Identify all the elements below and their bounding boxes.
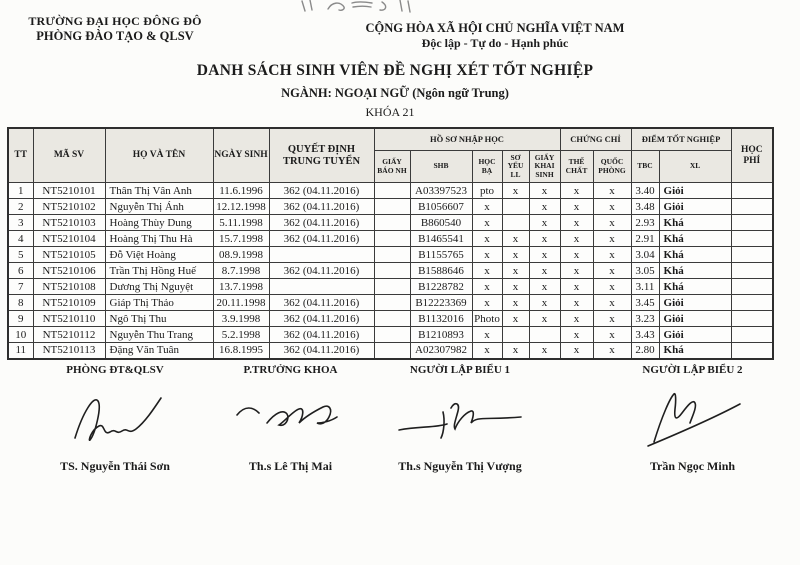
signature-title: P.TRƯỞNG KHOA: [243, 364, 338, 376]
page-title: DANH SÁCH SINH VIÊN ĐỀ NGHỊ XÉT TỐT NGHIỆP: [196, 62, 594, 79]
cell-ho-ten: Trần Thị Hồng Huế: [105, 263, 213, 279]
signature-ink-minh-icon: [640, 388, 745, 448]
col-header-the-chat: THỂ CHẤT: [560, 151, 593, 183]
cell-quoc-phong: x: [593, 295, 631, 311]
cell-tbc: 3.23: [631, 311, 659, 327]
cell-hoc-phi: [731, 247, 773, 263]
cell-ngay-sinh: 8.7.1998: [213, 263, 269, 279]
table-row: [8, 327, 773, 343]
cell-so-yeu: x: [502, 231, 529, 247]
cell-ma-sv: NT5210112: [33, 327, 105, 343]
col-header-hoc-phi: HỌC PHÍ: [731, 128, 773, 183]
table-row: [8, 343, 773, 359]
cell-shb: B12223369: [410, 295, 472, 311]
col-header-giay-khai-sinh: GIẤY KHAI SINH: [529, 151, 560, 183]
table-row: [8, 183, 773, 199]
national-title: CỘNG HÒA XÃ HỘI CHỦ NGHĨA VIỆT NAM: [365, 21, 625, 35]
cell-ngay-sinh: 08.9.1998: [213, 247, 269, 263]
cell-the-chat: x: [560, 247, 593, 263]
student-table-body: [8, 183, 773, 359]
cell-ngay-sinh: 16.8.1995: [213, 343, 269, 359]
col-header-giay-bao-nh: GIẤY BÁO NH: [374, 151, 410, 183]
cell-the-chat: x: [560, 311, 593, 327]
cell-hoc-ba: x: [472, 295, 502, 311]
cell-ho-ten: Nguyễn Thu Trang: [105, 327, 213, 343]
cell-giay-bao: [374, 247, 410, 263]
cell-tt: 7: [8, 279, 33, 295]
cell-shb: B1056607: [410, 199, 472, 215]
cell-hoc-phi: [731, 199, 773, 215]
cell-ho-ten: Dương Thị Nguyệt: [105, 279, 213, 295]
cell-shb: B1465541: [410, 231, 472, 247]
cell-ma-sv: NT5210109: [33, 295, 105, 311]
cell-so-yeu: x: [502, 343, 529, 359]
cell-tbc: 3.48: [631, 199, 659, 215]
cell-so-yeu: [502, 327, 529, 343]
cell-giay-bao: [374, 311, 410, 327]
col-header-tbc: TBC: [631, 151, 659, 183]
cell-hoc-ba: x: [472, 215, 502, 231]
cell-ma-sv: NT5210102: [33, 199, 105, 215]
cell-quyet-dinh: 362 (04.11.2016): [269, 231, 374, 247]
cell-ngay-sinh: 11.6.1996: [213, 183, 269, 199]
cell-shb: A02307982: [410, 343, 472, 359]
cell-hoc-ba: x: [472, 231, 502, 247]
table-row: [8, 295, 773, 311]
cell-tbc: 3.11: [631, 279, 659, 295]
cell-quyet-dinh: 362 (04.11.2016): [269, 311, 374, 327]
cell-the-chat: x: [560, 295, 593, 311]
cell-khai-sinh: x: [529, 199, 560, 215]
cell-khai-sinh: x: [529, 295, 560, 311]
cell-hoc-ba: pto: [472, 183, 502, 199]
group-header-ho-so-nhap-hoc: HỒ SƠ NHẬP HỌC: [374, 128, 560, 151]
cell-hoc-phi: [731, 231, 773, 247]
cell-xl: Khá: [659, 279, 731, 295]
cell-the-chat: x: [560, 199, 593, 215]
cell-quyet-dinh: 362 (04.11.2016): [269, 183, 374, 199]
cell-quoc-phong: x: [593, 183, 631, 199]
cell-tbc: 2.93: [631, 215, 659, 231]
table-row: [8, 199, 773, 215]
cell-quoc-phong: x: [593, 215, 631, 231]
cell-quyet-dinh: 362 (04.11.2016): [269, 215, 374, 231]
cell-ma-sv: NT5210113: [33, 343, 105, 359]
cell-ngay-sinh: 13.7.1998: [213, 279, 269, 295]
cell-hoc-ba: x: [472, 247, 502, 263]
signature-drawing: [65, 376, 165, 459]
cell-ma-sv: NT5210108: [33, 279, 105, 295]
cell-tbc: 3.40: [631, 183, 659, 199]
cell-so-yeu: x: [502, 263, 529, 279]
cell-ngay-sinh: 12.12.1998: [213, 199, 269, 215]
cell-tbc: 3.45: [631, 295, 659, 311]
cell-so-yeu: x: [502, 311, 529, 327]
cell-tbc: 2.80: [631, 343, 659, 359]
cell-so-yeu: [502, 199, 529, 215]
cell-shb: B1155765: [410, 247, 472, 263]
national-motto: Độc lập - Tự do - Hạnh phúc: [421, 36, 569, 51]
cell-hoc-phi: [731, 327, 773, 343]
cell-hoc-ba: x: [472, 263, 502, 279]
issuing-org-block: [20, 14, 210, 45]
cell-quoc-phong: x: [593, 327, 631, 343]
cell-ma-sv: NT5210105: [33, 247, 105, 263]
cell-tbc: 3.43: [631, 327, 659, 343]
cell-quyet-dinh: 362 (04.11.2016): [269, 327, 374, 343]
cell-giay-bao: [374, 263, 410, 279]
signature-drawing: [640, 376, 745, 459]
table-row: [8, 231, 773, 247]
cohort-label: KHÓA 21: [365, 105, 415, 119]
cell-shb: B860540: [410, 215, 472, 231]
cell-the-chat: x: [560, 231, 593, 247]
signer-name: TS. Nguyễn Thái Sơn: [60, 459, 170, 473]
cell-ho-ten: Hoàng Thị Thu Hà: [105, 231, 213, 247]
cell-tt: 4: [8, 231, 33, 247]
group-header-chung-chi: CHỨNG CHỈ: [560, 128, 631, 151]
cell-shb: B1132016: [410, 311, 472, 327]
cell-the-chat: x: [560, 263, 593, 279]
cell-the-chat: x: [560, 215, 593, 231]
org-department: PHÒNG ĐÀO TẠO & QLSV: [36, 29, 194, 43]
cell-ho-ten: Đỗ Việt Hoàng: [105, 247, 213, 263]
cell-quyet-dinh: [269, 247, 374, 263]
cell-hoc-ba: Photo: [472, 311, 502, 327]
signature-ink-mai-icon: [233, 397, 348, 439]
signature-title: NGƯỜI LẬP BIỂU 1: [409, 364, 511, 376]
cell-quoc-phong: x: [593, 263, 631, 279]
cell-khai-sinh: x: [529, 247, 560, 263]
cell-khai-sinh: x: [529, 343, 560, 359]
table-row: [8, 215, 773, 231]
cell-tt: 2: [8, 199, 33, 215]
cell-tt: 1: [8, 183, 33, 199]
cell-xl: Giỏi: [659, 311, 731, 327]
cell-hoc-phi: [731, 279, 773, 295]
cell-khai-sinh: [529, 327, 560, 343]
cell-hoc-ba: x: [472, 327, 502, 343]
table-header: [8, 128, 773, 183]
cell-ngay-sinh: 20.11.1998: [213, 295, 269, 311]
cell-ma-sv: NT5210101: [33, 183, 105, 199]
cell-quoc-phong: x: [593, 231, 631, 247]
cell-quoc-phong: x: [593, 279, 631, 295]
cell-xl: Khá: [659, 231, 731, 247]
cell-quyet-dinh: 362 (04.11.2016): [269, 343, 374, 359]
cell-giay-bao: [374, 327, 410, 343]
col-header-xl: XL: [659, 151, 731, 183]
cell-tt: 10: [8, 327, 33, 343]
national-motto-block: [360, 20, 630, 52]
cell-khai-sinh: x: [529, 279, 560, 295]
col-header-tt: TT: [8, 128, 33, 183]
cell-ho-ten: Đặng Văn Tuân: [105, 343, 213, 359]
cell-tt: 3: [8, 215, 33, 231]
cell-xl: Khá: [659, 343, 731, 359]
cell-giay-bao: [374, 183, 410, 199]
col-header-quyet-dinh: QUYẾT ĐỊNH TRUNG TUYỂN: [269, 128, 374, 183]
cell-the-chat: x: [560, 327, 593, 343]
cell-tbc: 3.05: [631, 263, 659, 279]
cell-khai-sinh: x: [529, 311, 560, 327]
cell-hoc-phi: [731, 295, 773, 311]
cell-giay-bao: [374, 231, 410, 247]
cell-ma-sv: NT5210104: [33, 231, 105, 247]
cell-hoc-phi: [731, 183, 773, 199]
cell-so-yeu: x: [502, 295, 529, 311]
cell-ngay-sinh: 5.11.1998: [213, 215, 269, 231]
cell-tbc: 3.04: [631, 247, 659, 263]
cell-giay-bao: [374, 279, 410, 295]
cell-quyet-dinh: 362 (04.11.2016): [269, 263, 374, 279]
cell-ho-ten: Hoàng Thùy Dung: [105, 215, 213, 231]
table-row: [8, 247, 773, 263]
cell-quoc-phong: x: [593, 247, 631, 263]
cell-giay-bao: [374, 199, 410, 215]
cell-ma-sv: NT5210110: [33, 311, 105, 327]
cell-ho-ten: Giáp Thị Thảo: [105, 295, 213, 311]
signer-name: Trần Ngọc Minh: [649, 459, 736, 473]
col-header-shb: SHB: [410, 151, 472, 183]
cell-so-yeu: x: [502, 247, 529, 263]
cell-so-yeu: x: [502, 183, 529, 199]
table-row: [8, 263, 773, 279]
cell-so-yeu: [502, 215, 529, 231]
col-header-quoc-phong: QUỐC PHÒNG: [593, 151, 631, 183]
cell-shb: A03397523: [410, 183, 472, 199]
cell-hoc-phi: [731, 215, 773, 231]
col-header-so-yeu-ll: SƠ YẾU LL: [502, 151, 529, 183]
cell-tt: 6: [8, 263, 33, 279]
cell-ngay-sinh: 5.2.1998: [213, 327, 269, 343]
cell-tt: 8: [8, 295, 33, 311]
signature-block-nguoi-lap-bieu-1: [370, 364, 550, 474]
signature-drawing: [395, 376, 525, 459]
org-name: TRƯỜNG ĐẠI HỌC ĐÔNG ĐÔ: [28, 14, 202, 28]
cell-xl: Giỏi: [659, 295, 731, 311]
cell-hoc-ba: x: [472, 199, 502, 215]
signer-name: Th.s Nguyễn Thị Vượng: [398, 459, 522, 473]
cell-hoc-ba: x: [472, 279, 502, 295]
signature-block-phong-dtqlsv: [25, 364, 205, 474]
cell-ho-ten: Ngô Thị Thu: [105, 311, 213, 327]
cell-khai-sinh: x: [529, 231, 560, 247]
cell-xl: Giỏi: [659, 199, 731, 215]
cell-shb: B1588646: [410, 263, 472, 279]
cell-ho-ten: Nguyễn Thị Ánh: [105, 199, 213, 215]
cell-shb: B1210893: [410, 327, 472, 343]
cell-quoc-phong: x: [593, 343, 631, 359]
cell-ngay-sinh: 15.7.1998: [213, 231, 269, 247]
signature-title: PHÒNG ĐT&QLSV: [66, 364, 164, 376]
cell-giay-bao: [374, 215, 410, 231]
cell-xl: Khá: [659, 247, 731, 263]
handwritten-mark: [296, 0, 446, 13]
signer-name: Th.s Lê Thị Mai: [248, 459, 333, 473]
col-header-ngay-sinh: NGÀY SINH: [213, 128, 269, 183]
cell-khai-sinh: x: [529, 215, 560, 231]
cell-ma-sv: NT5210103: [33, 215, 105, 231]
signature-drawing: [233, 376, 348, 459]
col-header-hoc-ba: HỌC BẠ: [472, 151, 502, 183]
signature-block-nguoi-lap-bieu-2: [600, 364, 785, 474]
cell-the-chat: x: [560, 343, 593, 359]
cell-quyet-dinh: 362 (04.11.2016): [269, 295, 374, 311]
col-header-ho-va-ten: HỌ VÀ TÊN: [105, 128, 213, 183]
cell-hoc-phi: [731, 343, 773, 359]
cell-tt: 11: [8, 343, 33, 359]
cell-tbc: 2.91: [631, 231, 659, 247]
cell-giay-bao: [374, 343, 410, 359]
cell-hoc-phi: [731, 263, 773, 279]
cell-shb: B1228782: [410, 279, 472, 295]
cell-the-chat: x: [560, 183, 593, 199]
cell-giay-bao: [374, 295, 410, 311]
cell-ho-ten: Thân Thị Vân Anh: [105, 183, 213, 199]
cell-khai-sinh: x: [529, 263, 560, 279]
cell-quoc-phong: x: [593, 311, 631, 327]
cell-quoc-phong: x: [593, 199, 631, 215]
cell-quyet-dinh: [269, 279, 374, 295]
cell-xl: Giỏi: [659, 183, 731, 199]
signature-block-truong-khoa: [203, 364, 378, 474]
cell-so-yeu: x: [502, 279, 529, 295]
signature-ink-vuong-icon: [395, 394, 525, 442]
cell-hoc-phi: [731, 311, 773, 327]
cell-quyet-dinh: 362 (04.11.2016): [269, 199, 374, 215]
cell-the-chat: x: [560, 279, 593, 295]
cell-hoc-ba: x: [472, 343, 502, 359]
cell-xl: Khá: [659, 215, 731, 231]
cell-tt: 9: [8, 311, 33, 327]
signature-ink-son-icon: [65, 390, 165, 445]
cell-khai-sinh: x: [529, 183, 560, 199]
cell-xl: Khá: [659, 263, 731, 279]
student-roster-table: [7, 127, 774, 360]
table-row: [8, 279, 773, 295]
major-subtitle: NGÀNH: NGOẠI NGỮ (Ngôn ngữ Trung): [281, 86, 509, 100]
cell-xl: Giỏi: [659, 327, 731, 343]
group-header-diem-tot-nghiep: ĐIỂM TỐT NGHIỆP: [631, 128, 731, 151]
cell-ma-sv: NT5210106: [33, 263, 105, 279]
col-header-ma-sv: MÃ SV: [33, 128, 105, 183]
signature-title: NGƯỜI LẬP BIỂU 2: [642, 364, 743, 376]
table-row: [8, 311, 773, 327]
cell-tt: 5: [8, 247, 33, 263]
cell-ngay-sinh: 3.9.1998: [213, 311, 269, 327]
